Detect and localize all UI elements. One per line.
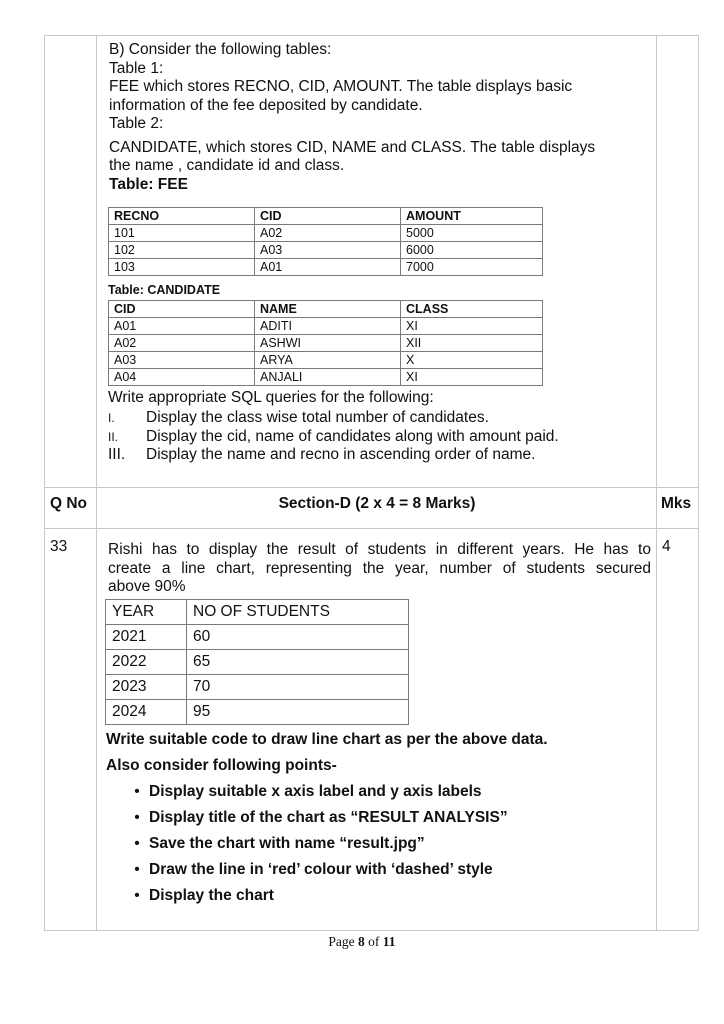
sql-query-list — [108, 409, 559, 465]
requirement-item — [125, 831, 508, 857]
page-prefix: Page — [328, 934, 359, 949]
candidate-cell: A04 — [109, 369, 255, 386]
fee-cell: 101 — [109, 225, 255, 242]
fee-cell: 5000 — [401, 225, 543, 242]
page-total: 11 — [382, 934, 396, 949]
candidate-cell: ASHWI — [255, 335, 401, 352]
result-cell: 70 — [187, 675, 409, 700]
result-cell: 60 — [187, 625, 409, 650]
table2-label: Table 2: — [109, 115, 164, 132]
grid-divider-qno — [96, 35, 97, 931]
result-cell: 2021 — [106, 625, 187, 650]
result-header-students: NO OF STUDENTS — [187, 600, 409, 625]
question-33-line2: create a line chart, representing the year, number of students secured — [108, 559, 651, 577]
fee-cell: A03 — [255, 242, 401, 259]
question-b-intro: B) Consider the following tables: — [109, 41, 332, 58]
result-cell: 95 — [187, 700, 409, 725]
candidate-header-cid: CID — [109, 301, 255, 318]
table-row — [109, 242, 543, 259]
table-row — [109, 352, 543, 369]
candidate-cell: ADITI — [255, 318, 401, 335]
result-cell: 65 — [187, 650, 409, 675]
candidate-cell: XI — [401, 318, 543, 335]
requirement-text: Draw the line in ‘red’ colour with ‘dashed’ style — [149, 861, 493, 878]
bullet-icon: • — [134, 861, 140, 878]
result-cell: 2022 — [106, 650, 187, 675]
fee-header-amount: AMOUNT — [401, 208, 543, 225]
query-text: Display the name and recno in ascending order of name. — [146, 446, 536, 463]
question-number: 33 — [50, 538, 68, 555]
sql-instruction: Write appropriate SQL queries for the following: — [108, 389, 434, 406]
table1-desc-line2: information of the fee deposited by candidate. — [109, 96, 423, 114]
candidate-cell: A03 — [109, 352, 255, 369]
requirement-item — [125, 857, 508, 883]
fee-cell: 6000 — [401, 242, 543, 259]
table-row — [106, 675, 409, 700]
marks-column-label: Mks — [661, 495, 692, 512]
sql-query-item — [108, 446, 559, 465]
bullet-icon: • — [134, 835, 140, 852]
bullet-icon: • — [134, 887, 140, 904]
result-cell: 2024 — [106, 700, 187, 725]
fee-table-title: Table: FEE — [109, 175, 188, 193]
candidate-header-name: NAME — [255, 301, 401, 318]
candidate-cell: X — [401, 352, 543, 369]
candidate-cell: ARYA — [255, 352, 401, 369]
table-row — [106, 650, 409, 675]
candidate-cell: ANJALI — [255, 369, 401, 386]
query-number: I. — [108, 411, 115, 425]
question-33-text — [108, 541, 651, 597]
code-instruction: Write suitable code to draw line chart as per the above data. — [106, 731, 548, 748]
requirement-text: Display suitable x axis label and y axis labels — [149, 783, 482, 800]
page-middle: of — [364, 934, 383, 949]
query-number: II. — [108, 429, 119, 444]
grid-border-bottom — [44, 930, 699, 931]
result-cell: 2023 — [106, 675, 187, 700]
candidate-cell: A01 — [109, 318, 255, 335]
candidate-cell: XI — [401, 369, 543, 386]
result-table-header-row — [106, 600, 409, 625]
candidate-table — [108, 300, 543, 386]
fee-cell: 103 — [109, 259, 255, 276]
sql-query-item — [108, 428, 559, 447]
candidate-cell: A02 — [109, 335, 255, 352]
table2-desc-line2: the name , candidate id and class. — [109, 157, 345, 174]
question-b-text — [109, 41, 649, 194]
section-title: Section-D (2 x 4 = 8 Marks) — [278, 495, 476, 512]
bullet-icon: • — [134, 783, 140, 800]
result-header-year: YEAR — [106, 600, 187, 625]
fee-cell: A01 — [255, 259, 401, 276]
grid-divider-marks — [656, 35, 657, 931]
candidate-table-header-row — [109, 301, 543, 318]
requirement-item — [125, 883, 508, 909]
table-row — [109, 369, 543, 386]
question-33-line1: Rishi has to display the result of students in different years. He has to — [108, 541, 651, 558]
page-footer — [0, 934, 724, 950]
question-marks: 4 — [662, 538, 671, 555]
table-row — [109, 225, 543, 242]
table2-desc-line1: CANDIDATE, which stores CID, NAME and CLASS. The table displays — [109, 138, 596, 156]
table-row — [109, 318, 543, 335]
table-row — [109, 335, 543, 352]
fee-cell: A02 — [255, 225, 401, 242]
grid-border-top — [44, 35, 699, 36]
candidate-table-title: Table: CANDIDATE — [108, 283, 221, 297]
bullet-icon: • — [134, 809, 140, 826]
requirement-item — [125, 805, 508, 831]
result-table — [105, 599, 409, 725]
grid-rule-section-bottom — [44, 528, 699, 529]
candidate-header-class: CLASS — [401, 301, 543, 318]
query-number: III. — [108, 446, 126, 463]
requirements-list — [125, 779, 508, 909]
candidate-cell: XII — [401, 335, 543, 352]
question-33-line3: above 90% — [108, 578, 186, 595]
requirement-text: Display title of the chart as “RESULT ANALYSIS” — [149, 809, 508, 826]
query-text: Display the class wise total number of candidates. — [146, 409, 489, 426]
requirement-text: Display the chart — [149, 887, 274, 904]
fee-table — [108, 207, 543, 276]
sql-query-item — [108, 409, 559, 428]
table-row — [106, 625, 409, 650]
requirement-text: Save the chart with name “result.jpg” — [149, 835, 425, 852]
table-row — [106, 700, 409, 725]
grid-border-right — [698, 35, 699, 931]
table-row — [109, 259, 543, 276]
points-intro: Also consider following points- — [106, 757, 337, 774]
grid-rule-section-top — [44, 487, 699, 488]
fee-cell: 102 — [109, 242, 255, 259]
requirement-item — [125, 779, 508, 805]
grid-border-left — [44, 35, 45, 931]
table1-label: Table 1: — [109, 59, 164, 77]
fee-header-cid: CID — [255, 208, 401, 225]
fee-cell: 7000 — [401, 259, 543, 276]
page-current: 8 — [358, 934, 365, 949]
fee-header-recno: RECNO — [109, 208, 255, 225]
fee-table-header-row — [109, 208, 543, 225]
table1-desc-line1: FEE which stores RECNO, CID, AMOUNT. The table displays basic — [109, 78, 573, 95]
query-text: Display the cid, name of candidates along with amount paid. — [146, 427, 559, 445]
qno-column-label: Q No — [50, 495, 88, 512]
